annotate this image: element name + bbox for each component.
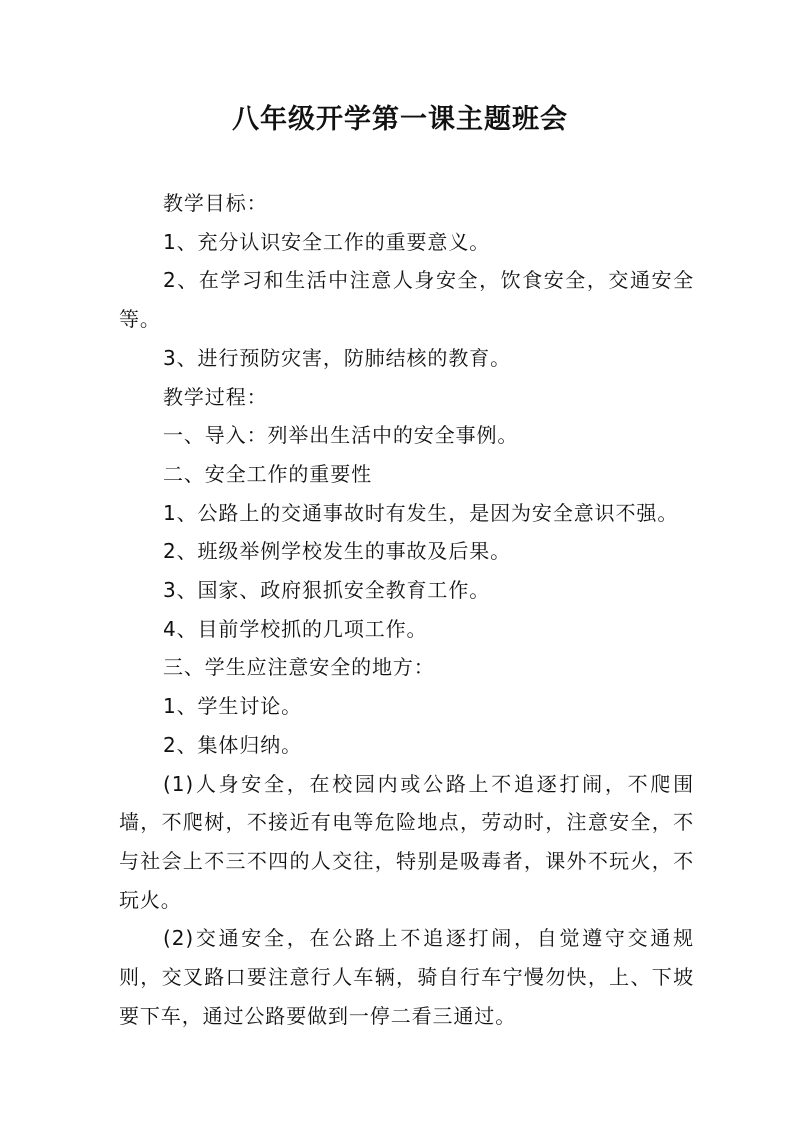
- paragraph-traffic-safety: (2)交通安全，在公路上不追逐打闹，自觉遵守交通规则，交叉路口要注意行人车辆，骑自行车宁慢勿快，上、下坡要下车，通过公路要做到一停二看三通过。: [119, 926, 694, 1028]
- paragraph-goal-1: 1、充分认识安全工作的重要意义。: [163, 229, 491, 254]
- paragraph-section-1: 一、导入：列举出生活中的安全事例。: [163, 423, 519, 448]
- paragraph-section-2-item-2: 2、班级举例学校发生的事故及后果。: [163, 539, 512, 564]
- paragraph-section-2-item-3: 3、国家、政府狠抓安全教育工作。: [163, 578, 491, 603]
- paragraph-section-2-item-4: 4、目前学校抓的几项工作。: [163, 616, 428, 641]
- document-body: [119, 184, 694, 1035]
- paragraph-goal-3: 3、进行预防灾害，防肺结核的教育。: [163, 345, 512, 370]
- paragraph-section-3: 三、学生应注意安全的地方：: [163, 655, 435, 680]
- paragraph-teaching-goals-heading: 教学目标：: [163, 191, 268, 215]
- paragraph-section-3-item-2: 2、集体归纳。: [163, 732, 303, 757]
- paragraph-teaching-process-heading: 教学过程：: [163, 384, 268, 409]
- paragraph-section-2: 二、安全工作的重要性: [163, 461, 372, 486]
- paragraph-personal-safety: (1)人身安全，在校园内或公路上不追逐打闹，不爬围墙，不爬树，不接近有电等危险地点，劳动时，注意安全，不与社会上不三不四的人交往，特别是吸毒者，课外不玩火，不玩火。: [119, 771, 694, 912]
- paragraph-goal-2: 2、在学习和生活中注意人身安全，饮食安全，交通安全等。: [119, 268, 694, 332]
- paragraph-section-3-item-1: 1、学生讨论。: [163, 694, 303, 719]
- document-title: 八年级开学第一课主题班会: [232, 104, 568, 135]
- paragraph-section-2-item-1: 1、公路上的交通事故时有发生，是因为安全意识不强。: [163, 500, 679, 525]
